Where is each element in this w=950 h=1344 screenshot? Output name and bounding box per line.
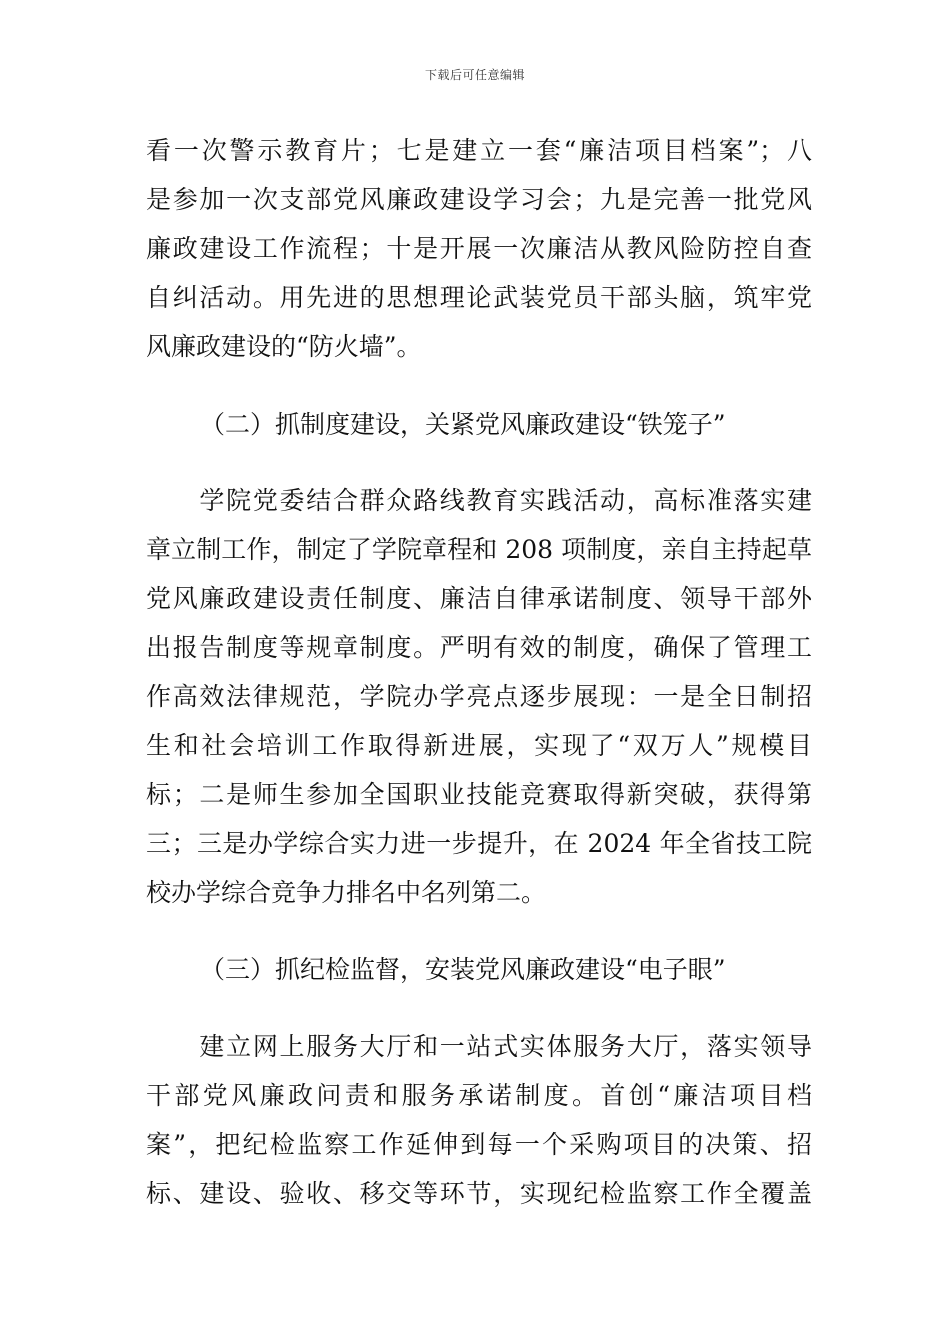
paragraph-2-line-7: 标；二是师生参加全国职业技能竞赛取得新突破，获得第 — [146, 780, 812, 809]
paragraph-1-line-5: 风廉政建设的“防火墙”。 — [146, 332, 422, 361]
paragraph-2-line-6: 生和社会培训工作取得新进展，实现了“双万人”规模目 — [146, 731, 812, 760]
paragraph-2-line-1: 学院党委结合群众路线教育实践活动，高标准落实建 — [146, 486, 812, 515]
paragraph-1-line-3: 廉政建设工作流程；十是开展一次廉洁从教风险防控自查 — [146, 234, 812, 263]
section-heading-3: （三）抓纪检监督，安装党风廉政建设“电子眼” — [200, 955, 726, 984]
paragraph-3-line-4: 标、建设、验收、移交等环节，实现纪检监察工作全覆盖 — [146, 1179, 812, 1208]
paragraph-3-line-1: 建立网上服务大厅和一站式实体服务大厅，落实领导 — [146, 1032, 812, 1061]
paragraph-2-line-5: 作高效法律规范，学院办学亮点逐步展现：一是全日制招 — [146, 682, 812, 711]
paragraph-3-line-3: 案”，把纪检监察工作延伸到每一个采购项目的决策、招 — [146, 1130, 812, 1159]
paragraph-1-line-2: 是参加一次支部党风廉政建设学习会；九是完善一批党风 — [146, 185, 812, 214]
paragraph-2-line-9: 校办学综合竞争力排名中名列第二。 — [146, 878, 547, 907]
paragraph-1-line-1: 看一次警示教育片；七是建立一套“廉洁项目档案”；八 — [146, 136, 812, 165]
paragraph-2-line-3: 党风廉政建设责任制度、廉洁自律承诺制度、领导干部外 — [146, 584, 812, 613]
paragraph-2-line-8: 三；三是办学综合实力进一步提升，在 2024 年全省技工院 — [146, 829, 812, 858]
paragraph-3-line-2: 干部党风廉政问责和服务承诺制度。首创“廉洁项目档 — [146, 1081, 812, 1110]
page-header: 下载后可任意编辑 — [424, 68, 525, 82]
paragraph-2-line-2: 章立制工作，制定了学院章程和 208 项制度，亲自主持起草 — [146, 535, 812, 564]
section-heading-2: （二）抓制度建设，关紧党风廉政建设“铁笼子” — [200, 410, 726, 439]
paragraph-1-line-4: 自纠活动。用先进的思想理论武装党员干部头脑，筑牢党 — [146, 283, 812, 312]
paragraph-2-line-4: 出报告制度等规章制度。严明有效的制度，确保了管理工 — [146, 633, 812, 662]
